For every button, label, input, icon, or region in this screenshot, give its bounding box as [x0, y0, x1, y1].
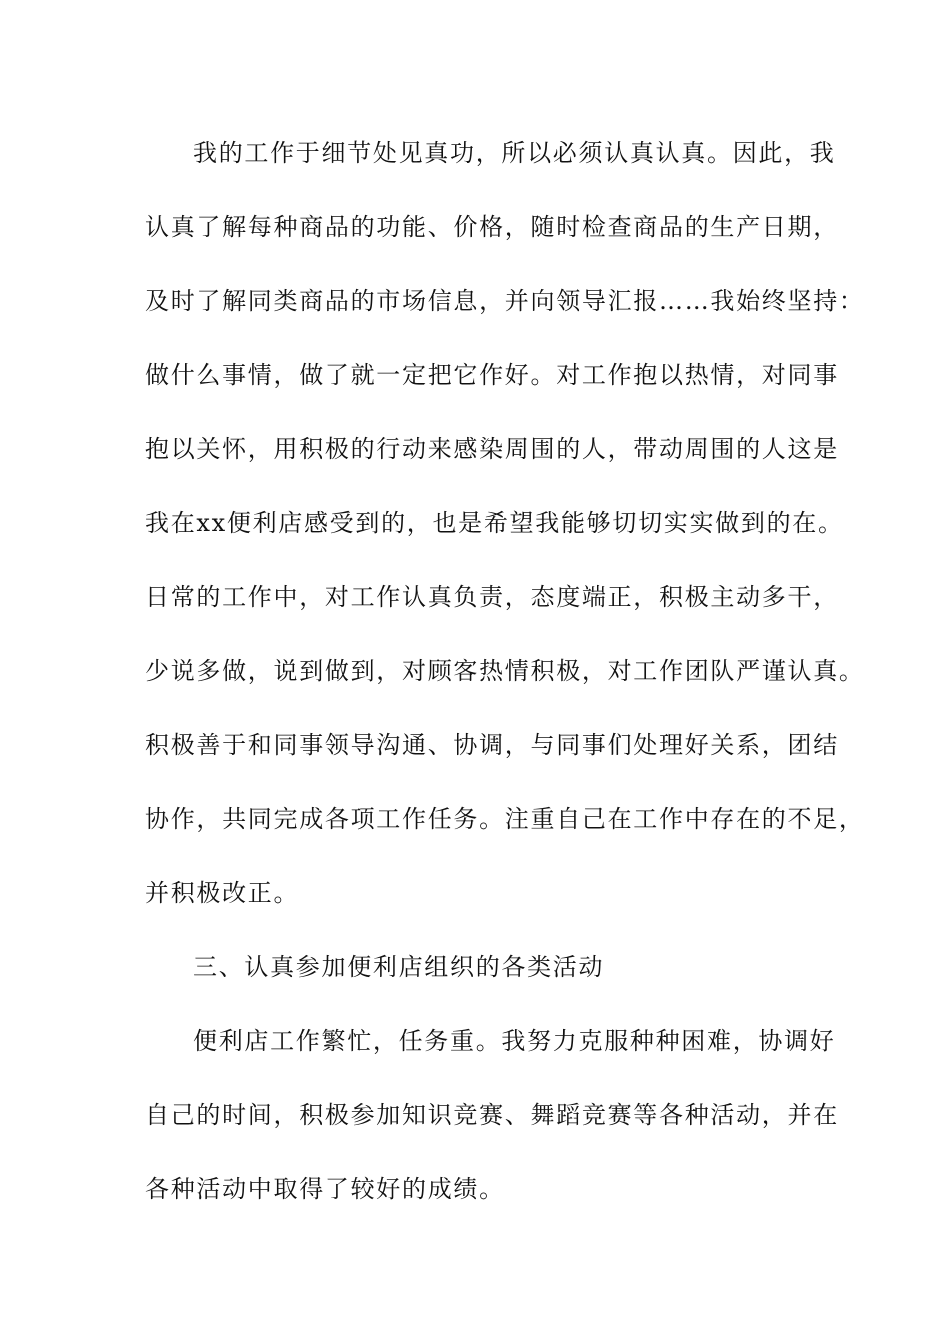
- paragraph-line: 抱以关怀，用积极的行动来感染周围的人，带动周围的人这是: [145, 435, 839, 463]
- paragraph-line: 日常的工作中，对工作认真负责，态度端正，积极主动多干，: [145, 583, 839, 611]
- paragraph-line: 认真了解每种商品的功能、价格，随时检查商品的生产日期，: [145, 213, 839, 241]
- paragraph-line: 协作，共同完成各项工作任务。注重自己在工作中存在的不足，: [145, 805, 865, 833]
- paragraph-line: 便利店工作繁忙，任务重。我努力克服种种困难，协调好: [193, 1027, 836, 1055]
- paragraph-line: 少说多做，说到做到，对顾客热情积极，对工作团队严谨认真。: [145, 657, 865, 685]
- paragraph-line: 及时了解同类商品的市场信息，并向领导汇报……我始终坚持：: [145, 287, 865, 315]
- paragraph-line: 我在xx便利店感受到的，也是希望我能够切切实实做到的在。: [145, 509, 844, 537]
- paragraph-line: 自己的时间，积极参加知识竞赛、舞蹈竞赛等各种活动，并在: [145, 1101, 839, 1129]
- paragraph-line: 积极善于和同事领导沟通、协调，与同事们处理好关系，团结: [145, 731, 839, 759]
- paragraph-line: 我的工作于细节处见真功，所以必须认真认真。因此，我: [193, 139, 836, 167]
- paragraph-line: 并积极改正。: [145, 879, 300, 907]
- paragraph-line: 做什么事情，做了就一定把它作好。对工作抱以热情，对同事: [145, 361, 839, 389]
- paragraph-line: 各种活动中取得了较好的成绩。: [145, 1175, 505, 1203]
- section-heading: 三、认真参加便利店组织的各类活动: [193, 953, 605, 981]
